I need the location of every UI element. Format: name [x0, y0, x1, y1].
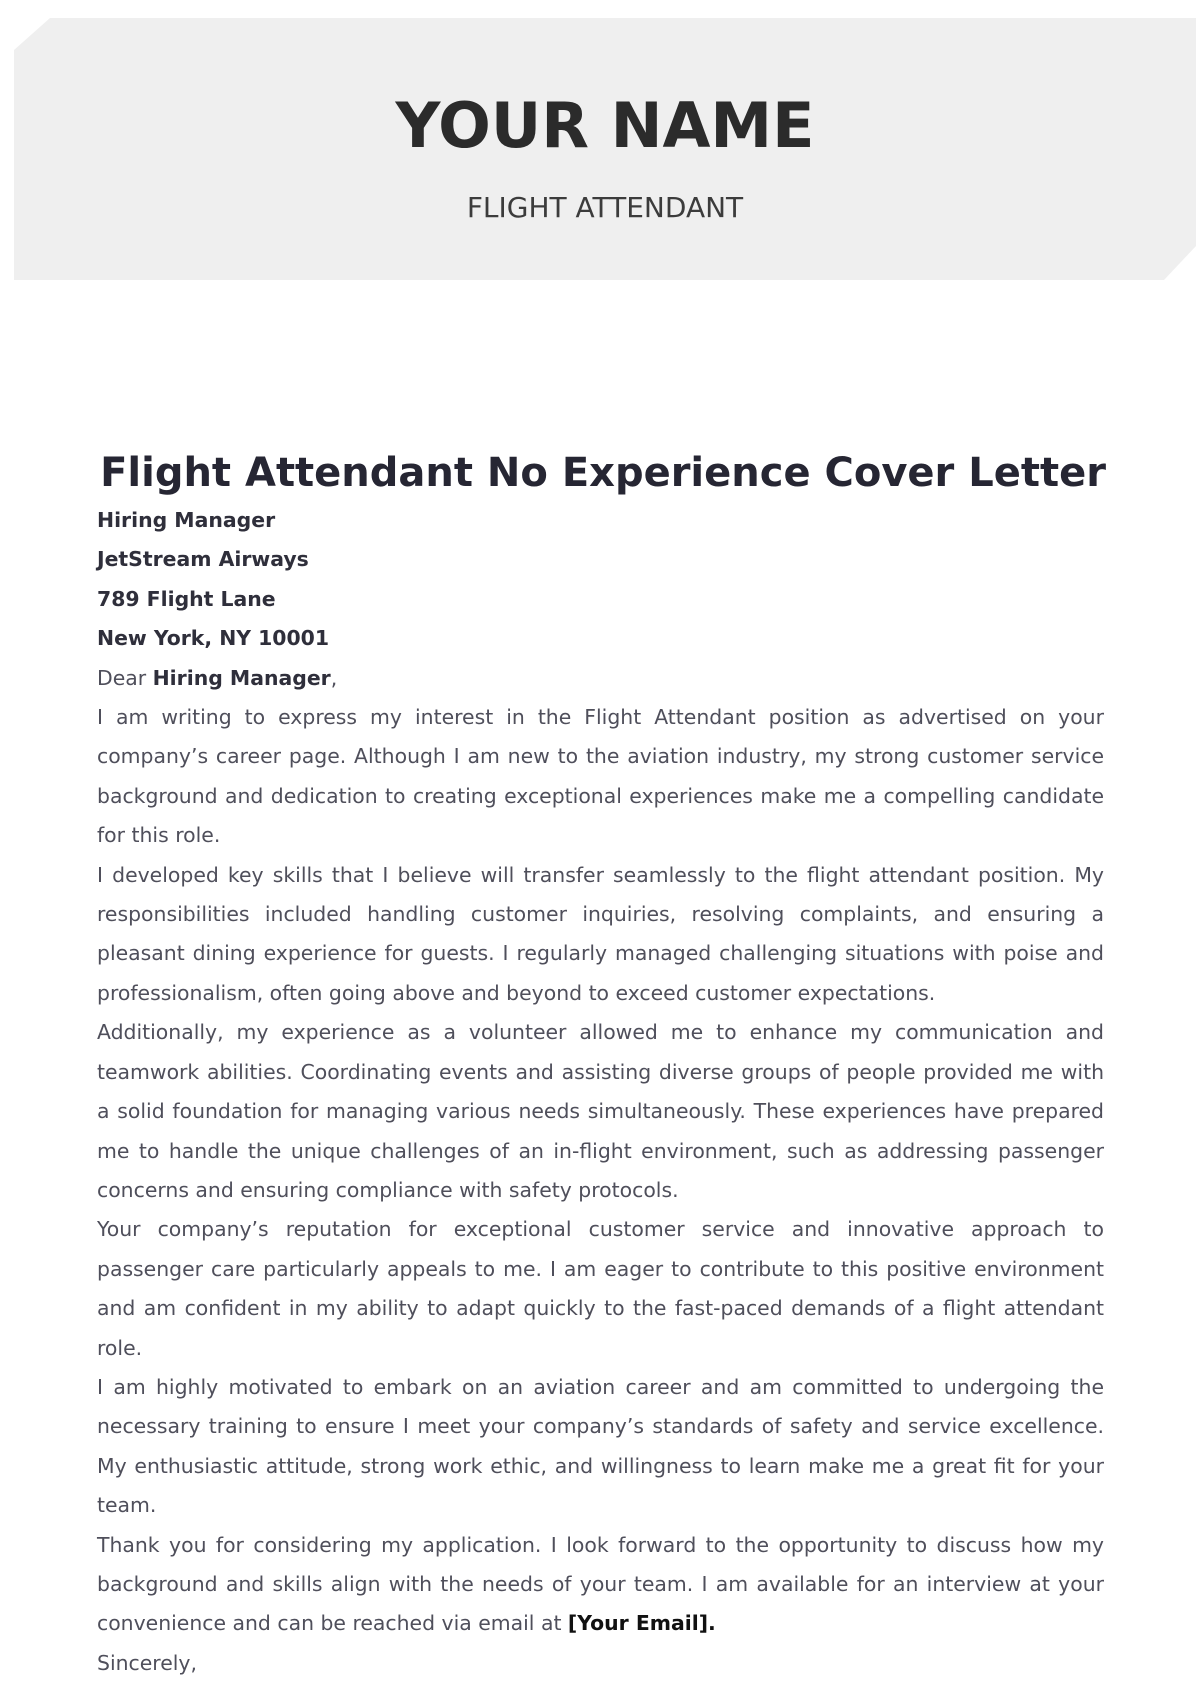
applicant-name: YOUR NAME [395, 89, 815, 162]
body-paragraph: Your company’s reputation for exceptional customer service and innovative approach to passenger care particularly appeals to me. I am eager to contribute to this positive environment and am confident in my ability to adapt quickly to the fast-paced demands of a flight attendant role. [97, 1217, 1104, 1360]
recipient-name: Hiring Manager [97, 508, 276, 532]
body-paragraph: I developed key skills that I believe will transfer seamlessly to the flight attendant position. My responsibilities included handling customer inquiries, resolving complaints, and ensuring a pleasant dining experience for guests. I regularly managed challenging situations with poise and professionalism, often going above and beyond to exceed customer expectations. [97, 862, 1104, 1005]
body-paragraph: I am writing to express my interest in the Flight Attendant position as advertised on your company’s career page. Although I am new to the aviation industry, my strong customer service background and dedication to creating exceptional experiences make me a compelling candidate for this role. [97, 705, 1104, 848]
email-placeholder: [Your Email]. [567, 1611, 716, 1636]
salutation-prefix: Dear [97, 665, 153, 690]
letter-title: Flight Attendant No Experience Cover Letter [100, 450, 1106, 496]
recipient-city: New York, NY 10001 [97, 626, 330, 651]
recipient-company: JetStream Airways [97, 547, 309, 572]
salutation [97, 659, 1104, 698]
signoff: Sincerely, [97, 1650, 197, 1675]
body-paragraph: I am highly motivated to embark on an aviation career and am committed to undergoing the necessary training to ensure I meet your company’s standards of safety and service excellence. My enthusiastic attitude, strong work ethic, and willingness to learn make me a great fit for your team. [97, 1374, 1104, 1518]
closing-paragraph [97, 1526, 1104, 1644]
recipient-street: 789 Flight Lane [97, 586, 276, 611]
salutation-suffix: , [330, 665, 338, 690]
body-paragraph: Additionally, my experience as a volunteer allowed me to enhance my communication and teamwork abilities. Coordinating events and assisting diverse groups of people provided me with a solid foundation for managing various needs simultaneously. These experiences have prepared me to handle the unique challenges of an in-flight environment, such as addressing passenger concerns and ensuring compliance with safety protocols. [97, 1020, 1104, 1202]
letter-body [97, 501, 1104, 1683]
closing-text: Thank you for considering my application. I look forward to the opportunity to discuss how my background and skills align with the needs of your team. I am available for an interview at your convenience and can be reached via email at [97, 1532, 1104, 1636]
salutation-name: Hiring Manager [152, 665, 331, 690]
applicant-role: FLIGHT ATTENDANT [466, 191, 744, 224]
